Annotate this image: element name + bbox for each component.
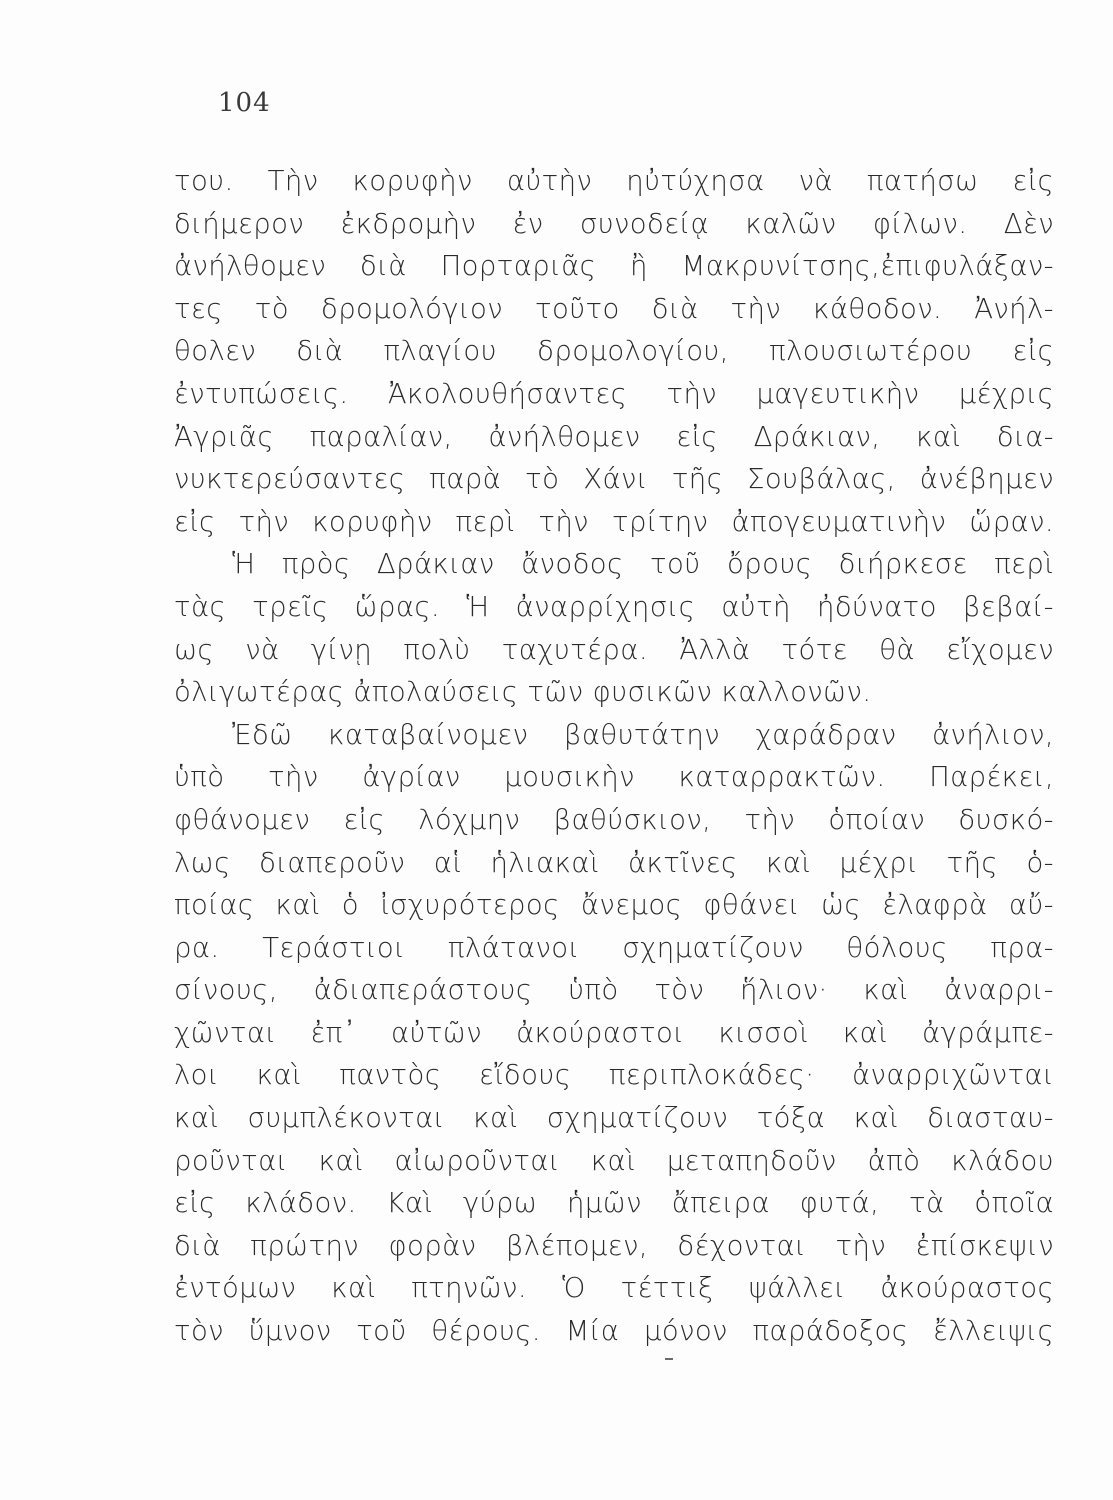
text-line: τὰς τρεῖς ὥρας. Ἡ ἀναρρίχησις αὐτὴ ἠδύνατο βεβαί- bbox=[174, 590, 1054, 623]
text-line: Ἀγριᾶς παραλίαν, ἀνήλθομεν εἰς Δράκιαν, καὶ δια- bbox=[174, 420, 1054, 453]
text-line: σίνους, ἀδιαπεράστους ὑπὸ τὸν ἥλιον· καὶ ἀναρρι- bbox=[174, 974, 1054, 1007]
paragraph-end-line: ὀλιγωτέρας ἀπολαύσεις τῶν φυσικῶν καλλονῶν. bbox=[174, 676, 872, 709]
body-text bbox=[174, 160, 1054, 1353]
text-line: τὸν ὕμνον τοῦ θέρους. Μία μόνον παράδοξος ἔλλειψις bbox=[174, 1315, 1054, 1348]
text-line: διὰ πρώτην φορὰν βλέπομεν, δέχονται τὴν ἐπίσκεψιν bbox=[174, 1229, 1054, 1262]
text-line: ρα. Τεράστιοι πλάτανοι σχηματίζουν θόλους πρα- bbox=[174, 931, 1054, 964]
text-line: ἐντόμων καὶ πτηνῶν. Ὁ τέττιξ ψάλλει ἀκούραστος bbox=[174, 1272, 1054, 1305]
print-mark bbox=[665, 1358, 673, 1360]
text-line: ροῦνται καὶ αἰωροῦνται καὶ μεταπηδοῦν ἀπὸ κλάδου bbox=[174, 1144, 1054, 1177]
text-line: ἀνήλθομεν διὰ Πορταριᾶς ἢ Μακρυνίτσης,ἐπιφυλάξαν- bbox=[174, 250, 1054, 283]
text-line: ὑπὸ τὴν ἀγρίαν μουσικὴν καταρρακτῶν. Παρέκει, bbox=[174, 761, 1054, 794]
text-line: λως διαπεροῦν αἱ ἡλιακαὶ ἀκτῖνες καὶ μέχρι τῆς ὁ- bbox=[174, 846, 1054, 879]
text-line: τες τὸ δρομολόγιον τοῦτο διὰ τὴν κάθοδον. Ἀνήλ- bbox=[174, 292, 1054, 325]
text-line: φθάνομεν εἰς λόχμην βαθύσκιον, τὴν ὁποίαν δυσκό- bbox=[174, 803, 1054, 836]
text-line: καὶ συμπλέκονται καὶ σχηματίζουν τόξα καὶ διασταυ- bbox=[174, 1102, 1054, 1135]
text-line: νυκτερεύσαντες παρὰ τὸ Χάνι τῆς Σουβάλας, ἀνέβημεν bbox=[174, 463, 1054, 496]
paragraph-start-line: Ἡ πρὸς Δράκιαν ἄνοδος τοῦ ὄρους διήρκεσε περὶ bbox=[232, 548, 1054, 581]
text-line: λοι καὶ παντὸς εἴδους περιπλοκάδες· ἀναρριχῶνται bbox=[174, 1059, 1054, 1092]
page-number: 104 bbox=[218, 88, 271, 118]
text-line: ποίας καὶ ὁ ἰσχυρότερος ἄνεμος φθάνει ὡς ἐλαφρὰ αὔ- bbox=[174, 889, 1054, 922]
paragraph-start-line: Ἐδῶ καταβαίνομεν βαθυτάτην χαράδραν ἀνήλιον, bbox=[232, 718, 1054, 751]
text-line: ἐντυπώσεις. Ἀκολουθήσαντες τὴν μαγευτικὴν μέχρις bbox=[174, 377, 1054, 410]
text-line: εἰς τὴν κορυφὴν περὶ τὴν τρίτην ἀπογευματινὴν ὥραν. bbox=[174, 505, 1054, 538]
text-line: του. Τὴν κορυφὴν αὐτὴν ηὐτύχησα νὰ πατήσω εἰς bbox=[174, 165, 1054, 197]
text-line: διήμερον ἐκδρομὴν ἐν συνοδείᾳ καλῶν φίλων. Δὲν bbox=[174, 207, 1054, 240]
text-line: θολεν διὰ πλαγίου δρομολογίου, πλουσιωτέρου εἰς bbox=[174, 335, 1054, 368]
text-line: χῶνται ἐπ᾽ αὐτῶν ἀκούραστοι κισσοὶ καὶ ἀγράμπε- bbox=[174, 1016, 1054, 1049]
text-line: εἰς κλάδον. Καὶ γύρω ἡμῶν ἄπειρα φυτά, τὰ ὁποῖα bbox=[174, 1187, 1054, 1220]
text-line: ως νὰ γίνῃ πολὺ ταχυτέρα. Ἀλλὰ τότε θὰ εἴχομεν bbox=[174, 633, 1054, 666]
